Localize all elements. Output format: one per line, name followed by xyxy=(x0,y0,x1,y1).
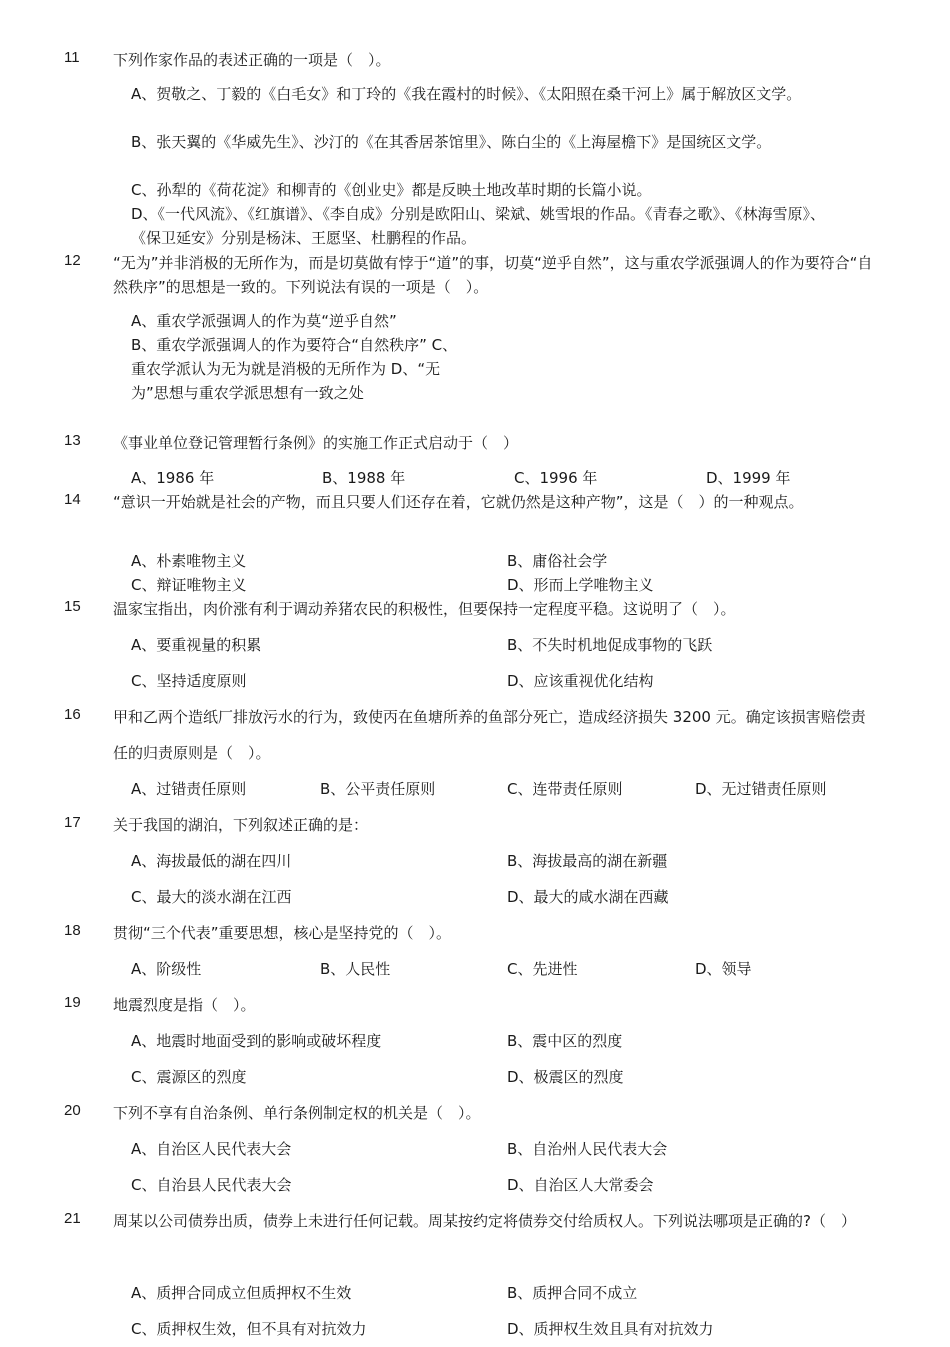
option-d[interactable]: D、1999 年 xyxy=(706,469,791,487)
option-b[interactable]: B、自治州人民代表大会 xyxy=(507,1140,668,1158)
option-b[interactable]: B、1988 年 xyxy=(322,469,406,487)
option-a[interactable]: A、质押合同成立但质押权不生效 xyxy=(131,1284,352,1302)
option-a[interactable]: A、过错责任原则 xyxy=(131,780,247,798)
question-number: 21 xyxy=(64,1210,81,1227)
option-d[interactable]: D、自治区人大常委会 xyxy=(507,1176,654,1194)
option-c[interactable]: C、坚持适度原则 xyxy=(131,672,247,690)
option-b[interactable]: B、震中区的烈度 xyxy=(507,1032,623,1050)
option-a[interactable]: A、朴素唯物主义 xyxy=(131,552,247,570)
option-b[interactable]: B、不失时机地促成事物的飞跃 xyxy=(507,636,713,654)
question-stem: 关于我国的湖泊，下列叙述正确的是： xyxy=(113,816,369,834)
option-a[interactable]: A、重农学派强调人的作为莫“逆乎自然” xyxy=(131,312,397,330)
question-number: 20 xyxy=(64,1102,81,1119)
option-c[interactable]: C、震源区的烈度 xyxy=(131,1068,247,1086)
option-a[interactable]: A、1986 年 xyxy=(131,469,215,487)
option-a[interactable]: A、阶级性 xyxy=(131,960,202,978)
question-stem: 下列作家作品的表述正确的一项是（ ）。 xyxy=(113,51,391,69)
question-number: 16 xyxy=(64,706,81,723)
question-number: 15 xyxy=(64,598,81,615)
question-number: 14 xyxy=(64,491,81,508)
option-c[interactable]: C、先进性 xyxy=(507,960,578,978)
option-b[interactable]: B、公平责任原则 xyxy=(320,780,436,798)
option-d[interactable]: D、形而上学唯物主义 xyxy=(507,576,654,594)
option-c[interactable]: C、孙犁的《荷花淀》和柳青的《创业史》都是反映土地改革时期的长篇小说。 xyxy=(131,181,652,199)
option-d[interactable]: D、最大的咸水湖在西藏 xyxy=(507,888,669,906)
question-stem: 甲和乙两个造纸厂排放污水的行为，致使丙在鱼塘所养的鱼部分死亡，造成经济损失 3200 元。确定该损害赔偿责任的归责原则是（ ）。 xyxy=(113,708,866,762)
question-number: 13 xyxy=(64,432,81,449)
question-number: 17 xyxy=(64,814,81,831)
option-b-c-d[interactable]: B、重农学派强调人的作为要符合“自然秩序” C、重农学派认为无为就是消极的无所作为 D、“无为”思想与重农学派思想有一致之处 xyxy=(131,336,458,402)
question-number: 11 xyxy=(64,49,80,66)
option-b[interactable]: B、海拔最高的湖在新疆 xyxy=(507,852,668,870)
option-c[interactable]: C、连带责任原则 xyxy=(507,780,623,798)
option-d[interactable]: D、《一代风流》、《红旗谱》、《李自成》分别是欧阳山、梁斌、姚雪垠的作品。《青春之歌》、《林海雪原》、《保卫延安》分别是杨沫、王愿坚、杜鹏程的作品。 xyxy=(131,205,826,247)
option-d[interactable]: D、极震区的烈度 xyxy=(507,1068,624,1086)
option-d[interactable]: D、质押权生效且具有对抗效力 xyxy=(507,1320,714,1338)
option-d[interactable]: D、应该重视优化结构 xyxy=(507,672,654,690)
option-a[interactable]: A、地震时地面受到的影响或破坏程度 xyxy=(131,1032,382,1050)
question-stem: 温家宝指出，肉价涨有利于调动养猪农民的积极性，但要保持一定程度平稳。这说明了（ ）。 xyxy=(113,600,736,618)
option-c[interactable]: C、质押权生效，但不具有对抗效力 xyxy=(131,1320,367,1338)
option-c[interactable]: C、辩证唯物主义 xyxy=(131,576,247,594)
question-stem: “意识一开始就是社会的产物，而且只要人们还存在着，它就仍然是这种产物”，这是（ ）的一种观点。 xyxy=(113,493,804,511)
option-a[interactable]: A、海拔最低的湖在四川 xyxy=(131,852,292,870)
question-stem: 《事业单位登记管理暂行条例》的实施工作正式启动于（ ） xyxy=(113,434,519,452)
question-stem: 地震烈度是指（ ）。 xyxy=(113,996,256,1014)
option-c[interactable]: C、1996 年 xyxy=(514,469,598,487)
option-b[interactable]: B、质押合同不成立 xyxy=(507,1284,638,1302)
option-d[interactable]: D、领导 xyxy=(695,960,752,978)
question-stem: 下列不享有自治条例、单行条例制定权的机关是（ ）。 xyxy=(113,1104,481,1122)
option-c[interactable]: C、最大的淡水湖在江西 xyxy=(131,888,292,906)
option-a[interactable]: A、要重视量的积累 xyxy=(131,636,262,654)
option-c[interactable]: C、自治县人民代表大会 xyxy=(131,1176,292,1194)
option-b[interactable]: B、张天翼的《华威先生》、沙汀的《在其香居茶馆里》、陈白尘的《上海屋檐下》是国统区文学。 xyxy=(131,133,772,151)
option-d[interactable]: D、无过错责任原则 xyxy=(695,780,827,798)
question-number: 12 xyxy=(64,252,81,269)
question-number: 19 xyxy=(64,994,81,1011)
option-b[interactable]: B、庸俗社会学 xyxy=(507,552,608,570)
question-number: 18 xyxy=(64,922,81,939)
question-stem: 周某以公司债券出质，债券上未进行任何记载。周某按约定将债券交付给质权人。下列说法哪项是正确的?（ ） xyxy=(113,1212,856,1230)
question-stem: “无为”并非消极的无所作为，而是切莫做有悖于“道”的事，切莫“逆乎自然”，这与重农学派强调人的作为要符合“自然秩序”的思想是一致的。下列说法有误的一项是（ ）。 xyxy=(113,254,873,296)
option-b[interactable]: B、人民性 xyxy=(320,960,391,978)
option-a[interactable]: A、贺敬之、丁毅的《白毛女》和丁玲的《我在霞村的时候》、《太阳照在桑干河上》属于解放区文学。 xyxy=(131,85,802,103)
option-a[interactable]: A、自治区人民代表大会 xyxy=(131,1140,292,1158)
question-stem: 贯彻“三个代表”重要思想，核心是坚持党的（ ）。 xyxy=(113,924,452,942)
